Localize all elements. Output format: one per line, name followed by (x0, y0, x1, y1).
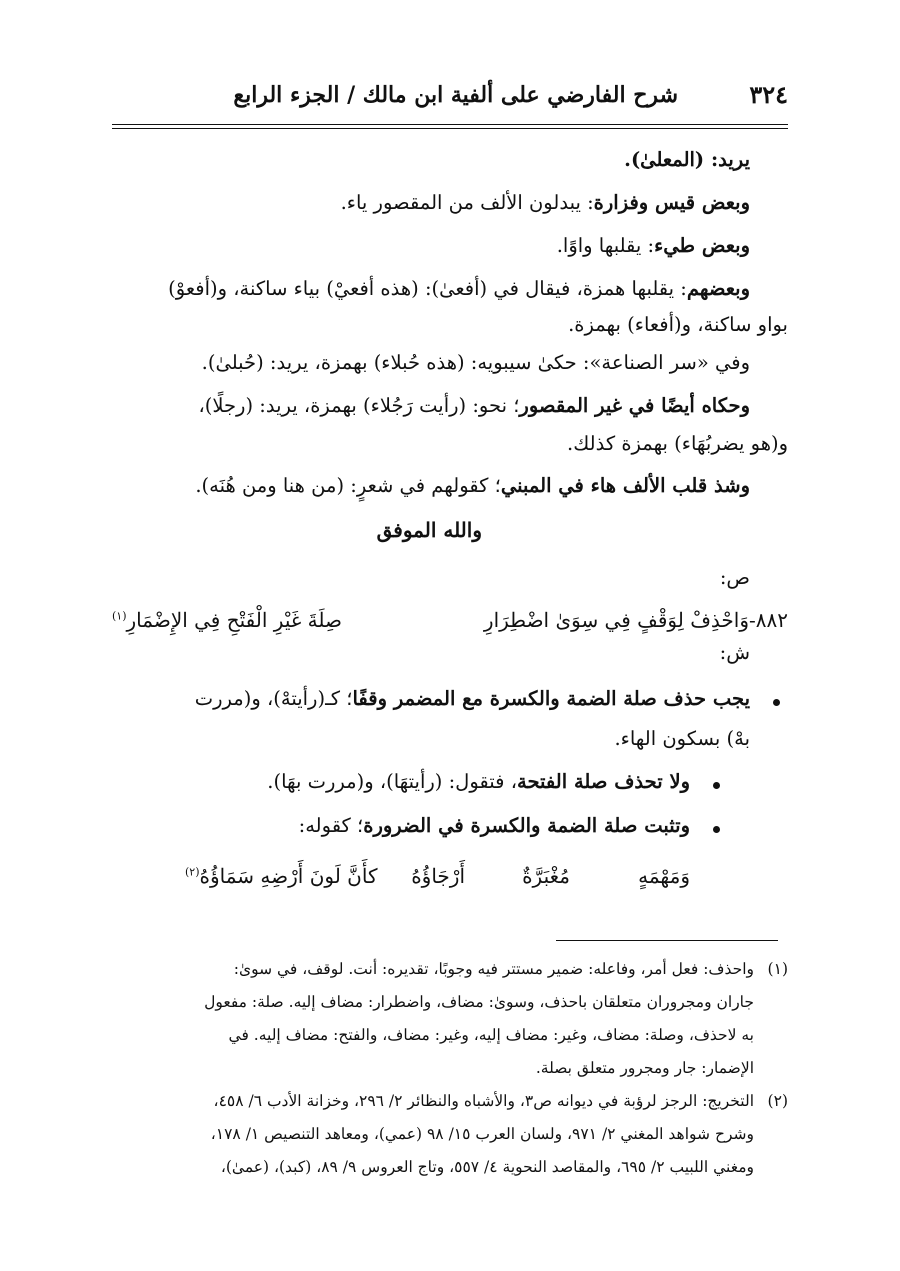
poem-word-2: مُغْبَرَّةٌ (522, 864, 570, 888)
page-number: ٣٢٤ (749, 80, 788, 109)
book-title: شرح الفارضي على ألفية ابن مالك / الجزء الرابع (233, 82, 678, 108)
bullet-3-lead: وتثبت صلة الضمة والكسرة في الضرورة (363, 814, 690, 837)
body-line-4 (168, 277, 750, 300)
bullet-2 (267, 770, 690, 793)
verse-footnote-ref: (١) (112, 609, 127, 623)
body-line-9 (195, 474, 750, 497)
poem-word-1: وَمَهْمَهٍ (638, 864, 690, 888)
verse-hemistich-left: صِلَةَ غَيْرِ الْفَتْحِ فِي الإِضْمَارِ (126, 608, 343, 632)
sad-label: ص: (719, 566, 750, 589)
footnote-1-line-3: به لاحذف، وصلة: مضاف، وغير: مضاف إليه، وغير: مضاف، والفتح: مضاف إليه. في (228, 1026, 754, 1044)
closing-phrase: والله الموفق (376, 518, 482, 542)
footnote-2-line-2: وشرح شواهد المغني ٢/ ٩٧١، ولسان العرب ١٥/ ٩٨ (عمي)، ومعاهد التنصيص ١/ ١٧٨، (210, 1125, 754, 1143)
body-line-4-rest: : يقلبها همزة، فيقال في (أفعىٰ): (هذه أفعيْ) بياء ساكنة، و(أفعوْ) (168, 277, 687, 300)
poem-word-3: أَرْجَاؤُهُ (411, 864, 465, 888)
bullet-3-rest: ؛ كقوله: (298, 814, 364, 837)
footnote-separator (556, 940, 778, 941)
bullet-1-lead: يجب حذف صلة الضمة والكسرة مع المضمر وقفًا (352, 687, 750, 710)
footnote-2-number: (٢) (767, 1092, 788, 1110)
body-line-7-lead: وحكاه أيضًا في غير المقصور (519, 394, 750, 417)
header-rule-thick (112, 124, 788, 125)
body-line-3 (557, 234, 750, 257)
body-line-4-lead: وبعضهم (686, 277, 750, 300)
footnote-2-line-1: التخريج: الرجز لرؤبة في ديوانه ص٣، والأشباه والنظائر ٢/ ٢٩٦، وخزانة الأدب ٦/ ٤٥٨، (213, 1092, 754, 1110)
verse-left-wrap (112, 608, 342, 632)
body-line-9-lead: وشذ قلب الألف هاء في المبني (500, 474, 750, 497)
footnote-1-line-2: جاران ومجروران متعلقان باحذف، وسوىٰ: مضاف، واضطرار: مضاف إليه. صلة: مفعول (204, 993, 754, 1011)
verse-hemistich-right: -وَاحْذِفْ لِوَقْفٍ فِي سِوَىٰ اضْطِرَارِ (483, 608, 756, 632)
body-line-5: بواو ساكنة، و(أفعاء) بهمزة. (568, 313, 788, 336)
body-line-8: و(هو يضربُهَاء) بهمزة كذلك. (567, 432, 788, 455)
page-header (112, 76, 788, 120)
verse-line (484, 608, 788, 632)
body-line-2 (341, 191, 750, 214)
bullet-2-lead: ولا تحذف صلة الفتحة (517, 770, 690, 793)
footnote-1-line-4: الإضمار: جار ومجرور متعلق بصلة. (535, 1059, 754, 1077)
poem-word-4-wrap (185, 864, 377, 888)
poem-footnote-ref: (٢) (185, 865, 200, 879)
shin-label: ش: (719, 641, 750, 664)
bullet-3 (299, 814, 690, 837)
body-line-7-rest: ؛ نحو: (رأيت رَجُلاء) بهمزة، يريد: (رجلًا)، (198, 394, 520, 417)
body-line-9-rest: ؛ كقولهم في شعرٍ: (من هنا ومن هُنَه). (195, 474, 501, 497)
body-line-2-lead: وبعض قيس وفزارة (593, 191, 750, 214)
body-line-3-lead: وبعض طيء (654, 234, 750, 257)
bullet-1-rest: ؛ كـ(رأيتهْ)، و(مررت (194, 687, 353, 710)
footnote-2-line-3: ومغني اللبيب ٢/ ٦٩٥، والمقاصد النحوية ٤/ ٥٥٧، وتاج العروس ٩/ ٨٩، (كبد)، (عمىٰ)، (220, 1158, 754, 1176)
poem-word-4: كأَنَّ لَونَ أَرْضِهِ سَمَاؤُهُ (199, 864, 378, 888)
header-rule-thin (112, 128, 788, 129)
body-line-6: وفي «سر الصناعة»: حكىٰ سيبويه: (هذه حُبلاء) بهمزة، يريد: (حُبلىٰ). (201, 351, 750, 374)
body-line-7 (198, 394, 750, 417)
body-line-3-rest: : يقلبها واوًا. (556, 234, 655, 257)
footnote-1-line-1: واحذف: فعل أمر، وفاعله: ضمير مستتر فيه وجوبًا، تقديره: أنت. لوقف، في سوىٰ: (233, 960, 754, 978)
bullet-1-cont: بهْ) بسكون الهاء. (614, 727, 750, 750)
footnote-1-number: (١) (767, 960, 788, 978)
verse-number: ٨٨٢ (755, 608, 788, 632)
body-line-1: يريد: (المعلىٰ). (624, 148, 750, 171)
bullet-1 (195, 687, 750, 710)
bullet-2-rest: ، فتقول: (رأيتهَا)، و(مررت بهَا). (267, 770, 517, 793)
body-line-2-rest: : يبدلون الألف من المقصور ياء. (340, 191, 594, 214)
